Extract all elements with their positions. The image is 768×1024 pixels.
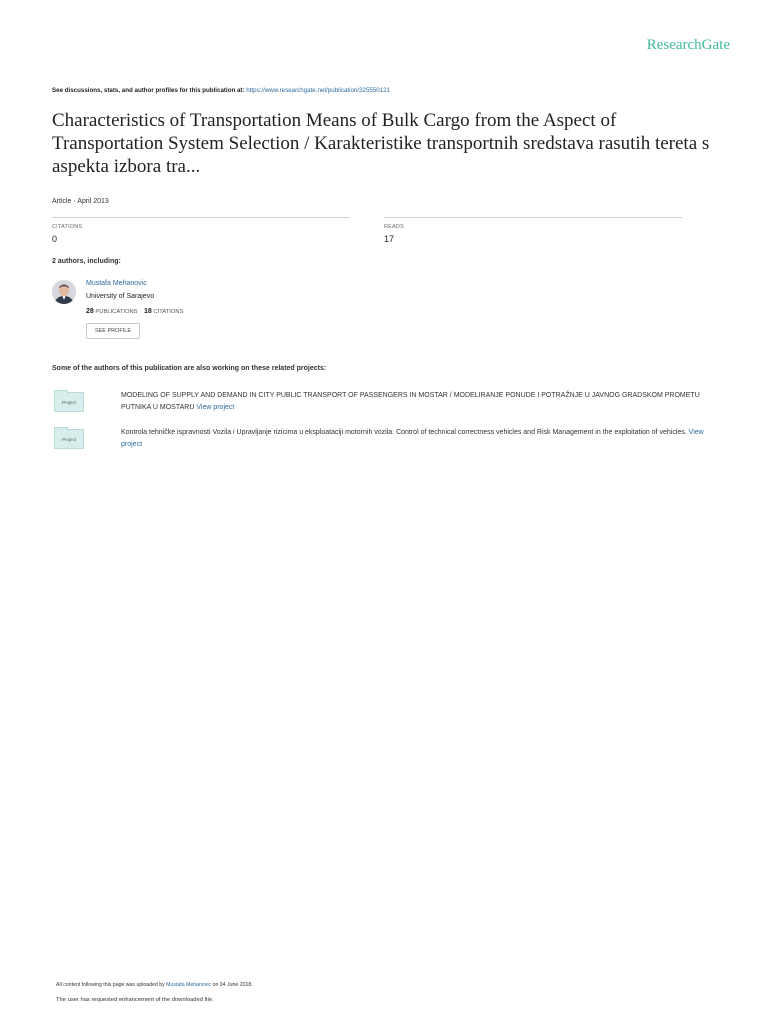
publication-link[interactable]: https://www.researchgate.net/publication/325550121 [246, 87, 391, 94]
project-folder-icon[interactable] [54, 392, 84, 412]
project-2-view-link[interactable]: View project [121, 429, 704, 448]
divider-citations [52, 217, 350, 218]
authors-header: 2 authors, including: [52, 258, 121, 265]
project-2-title: Kontrola tehničke ispravnosti Vozila i Upravljanje rizicima u eksploataciji motornih vozila. Control of technical correctness vehicles and Risk Management in the exploitation of vehicles. [121, 429, 687, 436]
see-profile-button[interactable]: SEE PROFILE [86, 323, 140, 339]
divider-reads [384, 217, 682, 218]
reads-label: READS [384, 224, 404, 230]
upload-suffix: on 04 June 2018. [211, 982, 253, 988]
citations-value: 0 [52, 234, 58, 244]
project-folder-icon[interactable] [54, 429, 84, 449]
author-publications-label: PUBLICATIONS [95, 309, 138, 315]
author-institution: University of Sarajevo [86, 293, 155, 300]
related-projects-header: Some of the authors of this publication are also working on these related projects: [52, 365, 327, 372]
related-project-1 [121, 390, 721, 414]
publication-meta: Article · April 2013 [52, 198, 109, 205]
author-citations-count: 18 [143, 308, 152, 315]
upload-notice [56, 982, 253, 988]
researchgate-logo[interactable]: ResearchGate [646, 37, 730, 53]
reads-value: 17 [384, 234, 395, 244]
enhancement-notice: The user has requested enhancement of the downloaded file. [56, 997, 214, 1003]
project-1-title: MODELING OF SUPPLY AND DEMAND IN CITY PUBLIC TRANSPORT OF PASSENGERS IN MOSTAR / MODELIRANJE PONUDE I POTRAŽNJE U JAVNOG GRADSKOM PROMETU PUTNIKA U MOSTARU [121, 392, 700, 411]
project-icon-label: Project [61, 436, 76, 442]
avatar-portrait-icon [52, 280, 76, 304]
profiles-notice-text: See discussions, stats, and author profiles for this publication at: [52, 87, 247, 94]
author-name-link[interactable]: Mustafa Mehanovic [86, 280, 147, 287]
author-publications-count: 28 [86, 308, 94, 315]
project-icon-label: Project [61, 399, 76, 405]
citations-label: CITATIONS [52, 224, 83, 230]
author-avatar[interactable] [52, 280, 76, 304]
project-1-view-link[interactable]: View project [196, 404, 235, 411]
profiles-notice [52, 87, 390, 94]
author-stats [86, 308, 183, 315]
publication-title: Characteristics of Transportation Means of Bulk Cargo from the Aspect of Transportation System Selection / Karakteristike transportnih sredstava rasutih tereta s aspekta izbora tra... [52, 110, 710, 177]
uploader-link[interactable]: Mustafa Mehanovic [166, 982, 212, 988]
upload-prefix: All content following this page was uploaded by [56, 982, 167, 988]
author-citations-label: CITATIONS [153, 309, 184, 315]
related-project-2 [121, 427, 721, 451]
